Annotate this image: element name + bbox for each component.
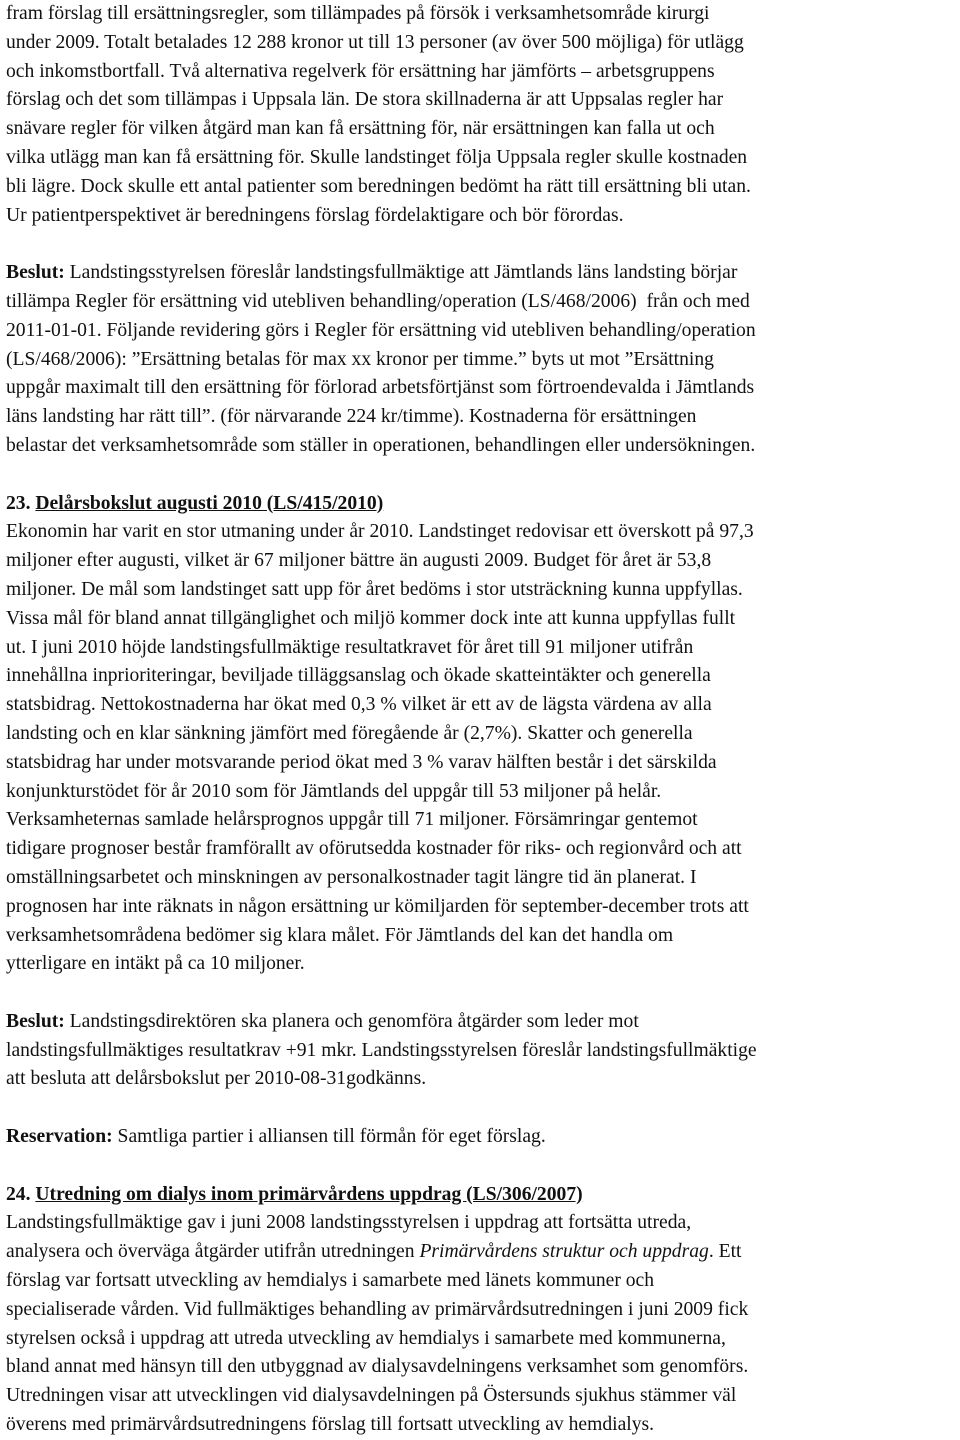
reservation-text: Samtliga partier i alliansen till förmån för eget förslag.: [112, 1126, 546, 1148]
text-line: bli lägre. Dock skulle ett antal patienter som beredningen bedömt ha rätt till ersättning bli utan.: [6, 175, 751, 197]
text-line: snävare regler för vilken åtgärd man kan få ersättning för, när ersättningen kan falla ut och: [6, 118, 715, 140]
text-line: Ur patientperspektivet är beredningens förslag fördelaktigare och bör förordas.: [6, 204, 624, 226]
decision-label: Beslut:: [6, 1010, 65, 1032]
text-line: specialiserade vården. Vid fullmäktiges behandling av primärvårdsutredningen i juni 2009 fick: [6, 1298, 749, 1320]
text-line: statsbidrag. Nettokostnaderna har ökat med 0,3 % vilket är ett av de lägsta värdena av alla: [6, 694, 712, 716]
text-line: konjunkturstödet för år 2010 som för Jämtlands del uppgår till 53 miljoner på helår.: [6, 780, 662, 802]
text-line: läns landsting har rätt till”. (för närvarande 224 kr/timme). Kostnaderna för ersättningen: [6, 406, 697, 428]
paragraph-gap: [6, 1094, 956, 1123]
text-line: fram förslag till ersättningsregler, som tillämpades på försök i verksamhetsområde kirurgi: [6, 3, 710, 24]
text-run: analysera och överväga åtgärder utifrån utredningen: [6, 1241, 420, 1263]
text-line: prognosen har inte räknats in någon ersättning ur kömiljarden för september-december trots att: [6, 895, 749, 917]
text-run: . Ett: [708, 1241, 742, 1263]
paragraph-gap: [6, 230, 956, 259]
text-line: landstingsfullmäktiges resultatkrav +91 mkr. Landstingsstyrelsen föreslår landstingsfullmäktige: [6, 1039, 757, 1061]
text-line: [6, 1123, 956, 1152]
section-title: Utredning om dialys inom primärvårdens uppdrag (LS/306/2007): [35, 1183, 583, 1205]
text-line: förslag var fortsatt utveckling av hemdialys i samarbete med länets kommuner och: [6, 1270, 655, 1292]
text-line: under 2009. Totalt betalades 12 288 kronor ut till 13 personer (av över 500 möjliga) för utlägg: [6, 31, 744, 53]
text-line: Vissa mål för bland annat tillgänglighet och miljö kommer dock inte att kunna uppfyllas fullt: [6, 607, 736, 629]
section-number: 23.: [6, 492, 31, 514]
intro-paragraph: [6, 0, 956, 230]
text-line: Landstingsfullmäktige gav i juni 2008 landstingsstyrelsen i uppdrag att fortsätta utreda,: [6, 1212, 692, 1234]
text-line: Verksamheternas samlade helårsprognos uppgår till 71 miljoner. Försämringar gentemot: [6, 809, 698, 831]
paragraph-gap: [6, 1152, 956, 1181]
decision-text: Landstingsstyrelsen föreslår landstingsfullmäktige att Jämtlands läns landsting börjar: [64, 262, 738, 284]
reservation-paragraph: [6, 1123, 956, 1152]
reservation-label: Reservation:: [6, 1126, 113, 1148]
text-line: (LS/468/2006): ”Ersättning betalas för max xx kronor per timme.” byts ut mot ”Ersättning: [6, 348, 714, 370]
text-line: verksamhetsområdena bedömer sig klara målet. För Jämtlands del kan det handla om: [6, 924, 674, 946]
text-line: och inkomstbortfall. Två alternativa regelverk för ersättning har jämförts – arbetsgruppens: [6, 60, 715, 82]
section-number: 24.: [6, 1183, 31, 1205]
decision-paragraph-1: [6, 259, 956, 461]
document-page: [6, 0, 956, 1440]
text-line: att besluta att delårsbokslut per 2010-08-31godkänns.: [6, 1068, 427, 1090]
text-line: bland annat med hänsyn till den utbyggnad av dialysavdelningens verksamhet som genomförs.: [6, 1356, 749, 1378]
text-line: Utredningen visar att utvecklingen vid dialysavdelningen på Östersunds sjukhus stämmer väl: [6, 1385, 737, 1407]
paragraph-gap: [6, 979, 956, 1008]
section-heading: [6, 1181, 956, 1210]
text-line: statsbidrag har under motsvarande period ökat med 3 % varav hälften består i det särskilda: [6, 751, 717, 773]
text-line: [6, 1238, 956, 1267]
text-line: ytterligare en intäkt på ca 10 miljoner.: [6, 953, 305, 975]
section-title: Delårsbokslut augusti 2010 (LS/415/2010): [35, 492, 384, 514]
text-line: uppgår maximalt till den ersättning för förlorad arbetsförtjänst som förtroendevalda i Jämtlands: [6, 377, 755, 399]
text-line: vilka utlägg man kan få ersättning för. Skulle landstinget följa Uppsala regler skulle kostnaden: [6, 146, 748, 168]
report-title: Primärvårdens struktur och uppdrag: [419, 1241, 709, 1263]
decision-text: Landstingsdirektören ska planera och genomföra åtgärder som leder mot: [64, 1010, 639, 1032]
text-line: landsting och en klar sänkning jämfört med föregående år (2,7%). Skatter och generella: [6, 722, 693, 744]
text-line: [6, 1008, 956, 1037]
text-line: 2011-01-01. Följande revidering görs i Regler för ersättning vid utebliven behandling/operation: [6, 319, 756, 341]
text-line: förslag och det som tillämpas i Uppsala län. De stora skillnaderna är att Uppsalas regler har: [6, 89, 724, 111]
text-line: tillämpa Regler för ersättning vid utebliven behandling/operation (LS/468/2006) från och med: [6, 290, 750, 312]
decision-label: Beslut:: [6, 262, 65, 284]
section-heading: [6, 490, 956, 519]
section-23: [6, 490, 956, 980]
text-line: styrelsen också i uppdrag att utreda utveckling av hemdialys i samarbete med kommunerna,: [6, 1327, 726, 1349]
text-line: innehållna inprioriteringar, beviljade tilläggsanslag och ökade skatteintäkter och generella: [6, 665, 711, 687]
text-line: ut. I juni 2010 höjde landstingsfullmäktige resultatkravet för året till 91 miljoner utifrån: [6, 636, 694, 658]
text-line: miljoner efter augusti, vilket är 67 miljoner bättre än augusti 2009. Budget för året är 53,8: [6, 550, 712, 572]
text-line: [6, 259, 956, 288]
text-line: miljoner. De mål som landstinget satt upp för året bedöms i stor utsträckning kunna uppfyllas.: [6, 578, 743, 600]
text-line: omställningsarbetet och minskningen av personalkostnader tagit längre tid än planerat. I: [6, 866, 697, 888]
text-line: Ekonomin har varit en stor utmaning under år 2010. Landstinget redovisar ett överskott på 97,3: [6, 521, 754, 543]
section-24: [6, 1181, 956, 1440]
decision-paragraph-2: [6, 1008, 956, 1094]
paragraph-gap: [6, 461, 956, 490]
text-line: belastar det verksamhetsområde som ställer in operationen, behandlingen eller undersökningen.: [6, 434, 756, 456]
text-line: överens med primärvårdsutredningens förslag till fortsatt utveckling av hemdialys.: [6, 1414, 655, 1436]
text-line: tidigare prognoser består framförallt av oförutsedda kostnader för riks- och regionvård och att: [6, 838, 742, 860]
